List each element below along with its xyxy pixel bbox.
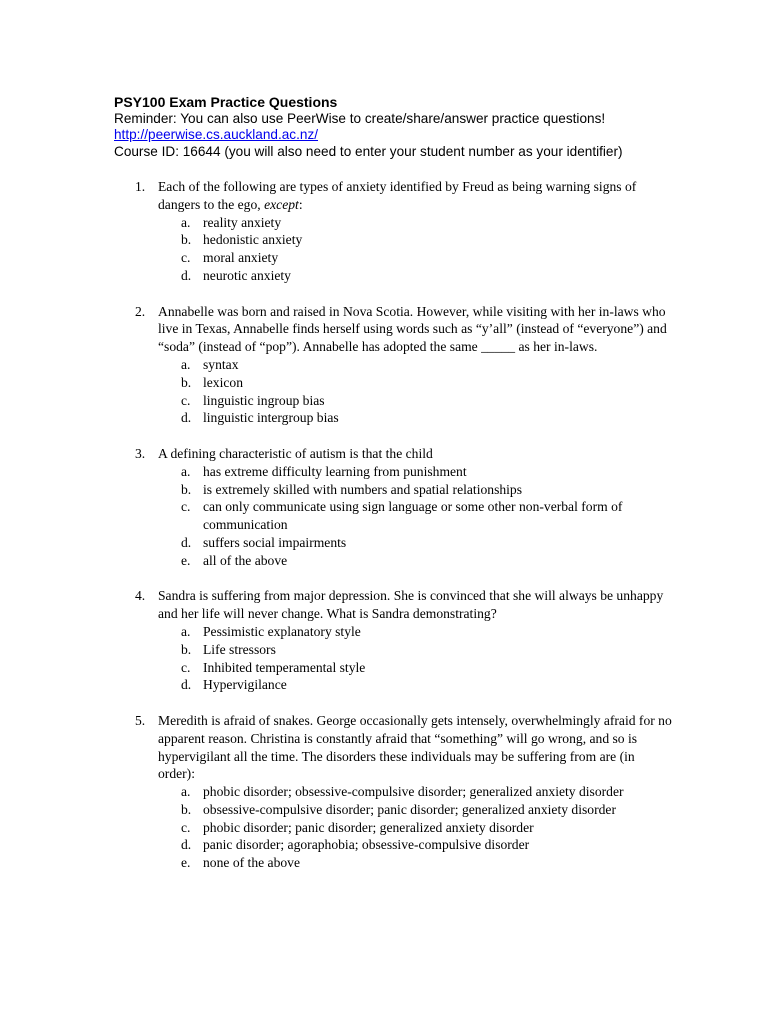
question-stem <box>158 445 674 463</box>
answer-option <box>158 214 674 232</box>
option-letter: a. <box>181 784 191 800</box>
option-letter: b. <box>181 374 192 390</box>
option-letter: c. <box>181 250 191 266</box>
reminder-text: Reminder: You can also use PeerWise to create/share/answer practice questions! <box>114 110 606 126</box>
answer-option <box>158 481 674 499</box>
option-text: linguistic ingroup bias <box>203 392 325 408</box>
answer-option <box>158 409 674 427</box>
answer-option <box>158 231 674 249</box>
answer-option <box>158 819 674 837</box>
answer-options <box>158 356 674 427</box>
answer-option <box>158 801 674 819</box>
option-text: suffers social impairments <box>203 534 347 550</box>
option-letter: e. <box>181 552 191 568</box>
course-id-text: Course ID: 16644 (you will also need to enter your student number as your identifier) <box>114 143 623 159</box>
answer-option <box>158 659 674 677</box>
option-text: Life stressors <box>203 641 276 657</box>
option-text: obsessive-compulsive disorder; panic disorder; generalized anxiety disorder <box>203 801 616 817</box>
option-text: has extreme difficulty learning from punishment <box>203 463 467 479</box>
question-2 <box>114 303 674 428</box>
option-text: moral anxiety <box>203 250 279 266</box>
question-number: 2. <box>135 303 146 319</box>
question-stem-text: Meredith is afraid of snakes. George occasionally gets intensely, overwhelmingly afraid for no apparent reason. Christina is constantly afraid that “something” will go wrong, and so is hypervigilant all the time. The disorders these individuals may be suffering from are (in order): <box>158 712 672 782</box>
option-text: reality anxiety <box>203 214 282 230</box>
question-stem <box>158 587 674 623</box>
option-letter: d. <box>181 267 192 283</box>
question-number: 1. <box>135 179 146 194</box>
option-text: is extremely skilled with numbers and spatial relationships <box>203 481 523 497</box>
option-letter: c. <box>181 659 191 675</box>
option-letter: a. <box>181 214 191 230</box>
option-letter: d. <box>181 534 192 550</box>
option-text: lexicon <box>203 374 244 390</box>
question-number: 3. <box>135 445 146 461</box>
option-letter: b. <box>181 641 192 657</box>
answer-option <box>158 534 674 552</box>
question-4 <box>114 587 674 694</box>
question-list <box>114 178 674 872</box>
answer-option <box>158 783 674 801</box>
question-stem-text: Annabelle was born and raised in Nova Scotia. However, while visiting with her in-laws who live in Texas, Annabelle finds herself using words such as “y’all” (instead of “everyone”) and “soda” (instead of “pop”). Annabelle has adopted the same _____ as her in-laws. <box>158 303 667 355</box>
question-stem-emphasis: except <box>264 196 299 212</box>
question-number: 5. <box>135 712 146 728</box>
option-letter: b. <box>181 232 192 248</box>
answer-option <box>158 463 674 481</box>
option-letter: c. <box>181 392 191 408</box>
answer-option <box>158 249 674 267</box>
option-letter: d. <box>181 410 192 426</box>
question-3 <box>114 445 674 570</box>
option-letter: a. <box>181 463 191 479</box>
option-letter: c. <box>181 819 191 835</box>
answer-option <box>158 356 674 374</box>
option-text: phobic disorder; panic disorder; generalized anxiety disorder <box>203 819 534 835</box>
question-stem-text: Each of the following are types of anxiety identified by Freud as being warning signs of dangers to the ego, <box>158 179 637 212</box>
option-text: syntax <box>203 356 239 372</box>
option-letter: a. <box>181 356 191 372</box>
answer-option <box>158 374 674 392</box>
option-letter: d. <box>181 677 192 693</box>
answer-option <box>158 552 674 570</box>
question-5 <box>114 712 674 872</box>
option-text: all of the above <box>203 552 288 568</box>
option-text: hedonistic anxiety <box>203 232 303 248</box>
page-title: PSY100 Exam Practice Questions <box>114 94 338 110</box>
option-text: linguistic intergroup bias <box>203 410 339 426</box>
option-text: Inhibited temperamental style <box>203 659 366 675</box>
answer-options <box>158 214 674 285</box>
option-letter: b. <box>181 801 192 817</box>
document-header <box>114 94 674 160</box>
answer-option <box>158 854 674 872</box>
answer-option <box>158 267 674 285</box>
answer-option <box>158 836 674 854</box>
option-text: none of the above <box>203 855 301 871</box>
option-letter: b. <box>181 481 192 497</box>
option-letter: e. <box>181 855 191 871</box>
question-stem <box>158 712 674 783</box>
answer-option <box>158 498 674 534</box>
answer-option <box>158 676 674 694</box>
peerwise-link[interactable]: http://peerwise.cs.auckland.ac.nz/ <box>114 127 319 142</box>
question-stem <box>158 303 674 356</box>
option-letter: c. <box>181 499 191 515</box>
option-text: phobic disorder; obsessive-compulsive disorder; generalized anxiety disorder <box>203 784 624 800</box>
option-text: Hypervigilance <box>203 677 287 693</box>
question-1 <box>114 178 674 285</box>
option-text: neurotic anxiety <box>203 267 291 283</box>
answer-option <box>158 623 674 641</box>
question-stem-text: A defining characteristic of autism is that the child <box>158 445 433 461</box>
option-text: can only communicate using sign language or some other non-verbal form of communication <box>203 499 623 533</box>
answer-option <box>158 641 674 659</box>
option-text: panic disorder; agoraphobia; obsessive-compulsive disorder <box>203 837 530 853</box>
answer-options <box>158 783 674 872</box>
answer-options <box>158 623 674 694</box>
answer-option <box>158 392 674 410</box>
option-letter: a. <box>181 623 191 639</box>
document-page <box>114 94 674 890</box>
answer-options <box>158 463 674 570</box>
option-letter: d. <box>181 837 192 853</box>
option-text: Pessimistic explanatory style <box>203 623 361 639</box>
question-stem <box>158 178 674 214</box>
question-number: 4. <box>135 588 146 604</box>
question-stem-text: Sandra is suffering from major depression. She is convinced that she will always be unhappy and her life will never change. What is Sandra demonstrating? <box>158 588 664 622</box>
question-stem-end: : <box>298 196 303 212</box>
